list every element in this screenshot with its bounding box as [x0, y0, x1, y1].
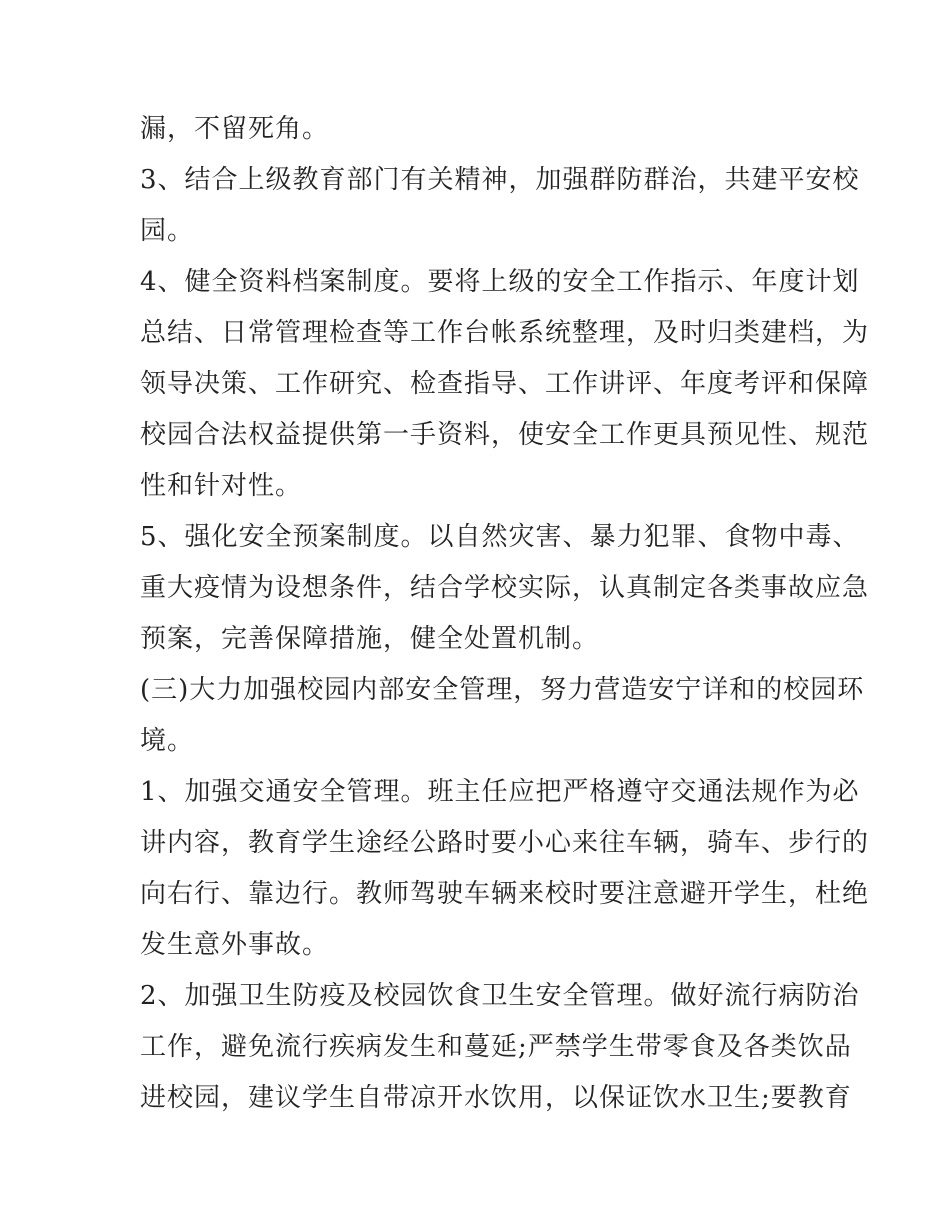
- text-line: 重大疫情为设想条件，结合学校实际，认真制定各类事故应急: [140, 573, 870, 603]
- text-line: 1、加强交通安全管理。班主任应把严格遵守交通法规作为必: [140, 777, 860, 807]
- text-line: (三)大力加强校园内部安全管理，努力营造安宁详和的校园环: [140, 675, 865, 705]
- text-line: 4、健全资料档案制度。要将上级的安全工作指示、年度计划: [140, 267, 860, 297]
- text-line: 校园合法权益提供第一手资料，使安全工作更具预见性、规范: [140, 420, 870, 450]
- text-line: 境。: [140, 726, 195, 756]
- text-line: 预案，完善保障措施，健全处置机制。: [140, 624, 600, 654]
- text-line: 发生意外事故。: [140, 930, 330, 960]
- text-line: 2、加强卫生防疫及校园饮食卫生安全管理。做好流行病防治: [140, 981, 860, 1011]
- text-line: 3、结合上级教育部门有关精神，加强群防群治，共建平安校: [140, 165, 860, 195]
- text-line: 讲内容，教育学生途经公路时要小心来往车辆，骑车、步行的: [140, 828, 870, 858]
- document-body: [140, 104, 870, 1124]
- text-line: 工作，避免流行疾病发生和蔓延;严禁学生带零食及各类饮品: [140, 1032, 852, 1062]
- text-line: 总结、日常管理检查等工作台帐系统整理，及时归类建档，为: [140, 318, 870, 348]
- text-line: 漏，不留死角。: [140, 114, 330, 144]
- text-line: 领导决策、工作研究、检查指导、工作讲评、年度考评和保障: [140, 369, 870, 399]
- text-line: 向右行、靠边行。教师驾驶车辆来校时要注意避开学生，杜绝: [140, 879, 870, 909]
- text-line: 5、强化安全预案制度。以自然灾害、暴力犯罪、食物中毒、: [140, 522, 860, 552]
- text-line: 进校园，建议学生自带凉开水饮用，以保证饮水卫生;要教育: [140, 1083, 852, 1113]
- text-line: 园。: [140, 216, 195, 246]
- text-line: 性和针对性。: [140, 471, 303, 501]
